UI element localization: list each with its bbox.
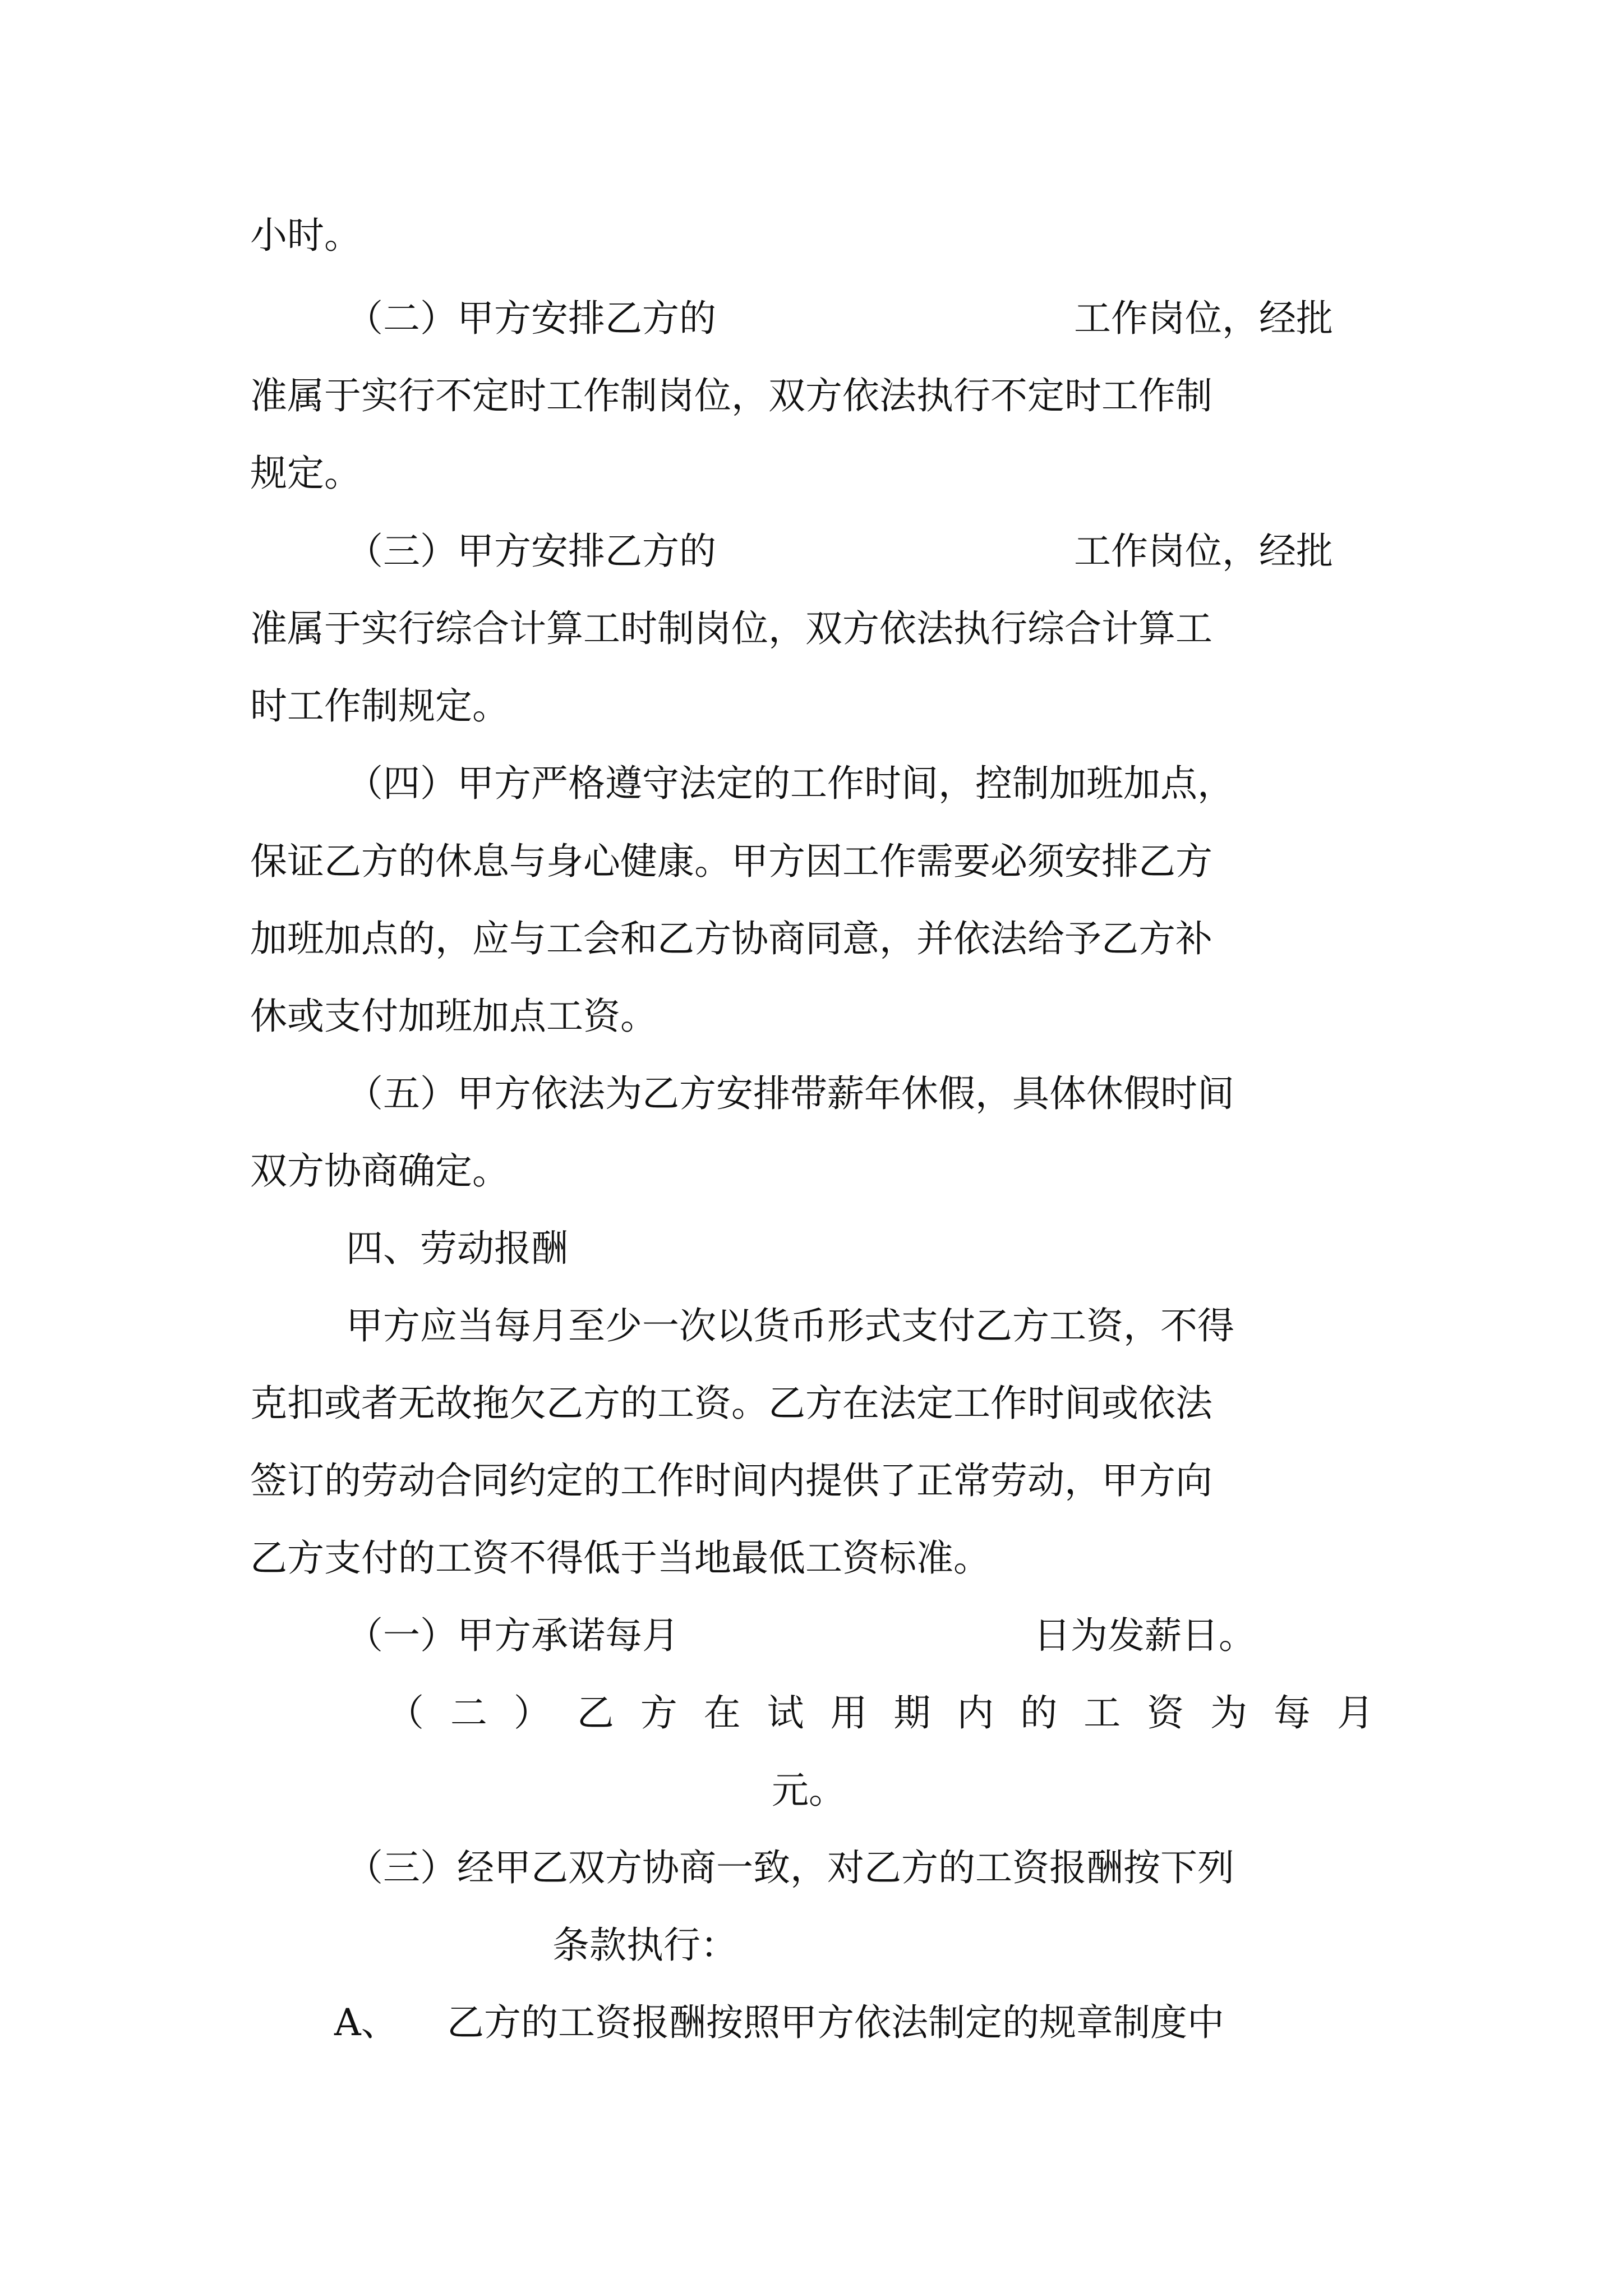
text-line: A、 — [334, 2001, 398, 2044]
section-heading: 四、劳动报酬 — [346, 1227, 568, 1270]
char: 二 — [450, 1691, 487, 1734]
char: 为 — [1210, 1691, 1247, 1734]
text-line: 准属于实行综合计算工时制岗位，双方依法执行综合计算工 — [250, 607, 1212, 650]
char: 的 — [1020, 1691, 1058, 1734]
text-line: 休或支付加班加点工资。 — [250, 995, 657, 1038]
char: 每 — [1273, 1691, 1311, 1734]
text-line: 工作岗位，经批 — [1074, 297, 1333, 340]
char: 方 — [640, 1691, 677, 1734]
text-line: （二）甲方安排乙方的 — [346, 297, 716, 340]
char: 工 — [1083, 1691, 1121, 1734]
text-line: 乙方的工资报酬按照甲方依法制定的规章制度中 — [447, 2001, 1224, 2044]
text-line: （四）甲方严格遵守法定的工作时间，控制加班加点， — [346, 762, 1234, 805]
char: 乙 — [577, 1691, 614, 1734]
char: 用 — [830, 1691, 868, 1734]
spaced-text-line — [387, 1686, 1374, 1740]
text-line: 保证乙方的休息与身心健康。甲方因工作需要必须安排乙方 — [250, 840, 1212, 883]
text-line: 条款执行： — [552, 1924, 737, 1967]
text-line: 日为发薪日。 — [1034, 1614, 1256, 1657]
text-line: 时工作制规定。 — [250, 684, 509, 728]
text-line: 元。 — [772, 1769, 846, 1812]
char: 在 — [703, 1691, 741, 1734]
text-line: 准属于实行不定时工作制岗位，双方依法执行不定时工作制 — [250, 374, 1212, 417]
text-line: 小时。 — [250, 214, 361, 257]
char: 资 — [1147, 1691, 1184, 1734]
text-line: 规定。 — [250, 452, 361, 495]
text-line: 加班加点的，应与工会和乙方协商同意，并依法给予乙方补 — [250, 917, 1212, 960]
char: （ — [387, 1691, 424, 1734]
char: 内 — [957, 1691, 994, 1734]
char: 试 — [767, 1691, 804, 1734]
text-line: 工作岗位，经批 — [1074, 530, 1333, 573]
text-line: （五）甲方依法为乙方安排带薪年休假，具体休假时间 — [346, 1072, 1234, 1115]
text-line: 双方协商确定。 — [250, 1149, 509, 1193]
text-line: （三）甲方安排乙方的 — [346, 530, 716, 573]
text-line: 克扣或者无故拖欠乙方的工资。乙方在法定工作时间或依法 — [250, 1382, 1212, 1425]
char: 期 — [893, 1691, 931, 1734]
text-line: 乙方支付的工资不得低于当地最低工资标准。 — [250, 1536, 990, 1580]
char: 月 — [1336, 1691, 1374, 1734]
text-line: （三）经甲乙双方协商一致，对乙方的工资报酬按下列 — [346, 1846, 1234, 1889]
text-line: 甲方应当每月至少一次以货币形式支付乙方工资，不得 — [346, 1304, 1234, 1347]
text-line: （一）甲方承诺每月 — [346, 1614, 679, 1657]
text-line: 签订的劳动合同约定的工作时间内提供了正常劳动，甲方向 — [250, 1459, 1212, 1502]
char: ） — [513, 1691, 551, 1734]
